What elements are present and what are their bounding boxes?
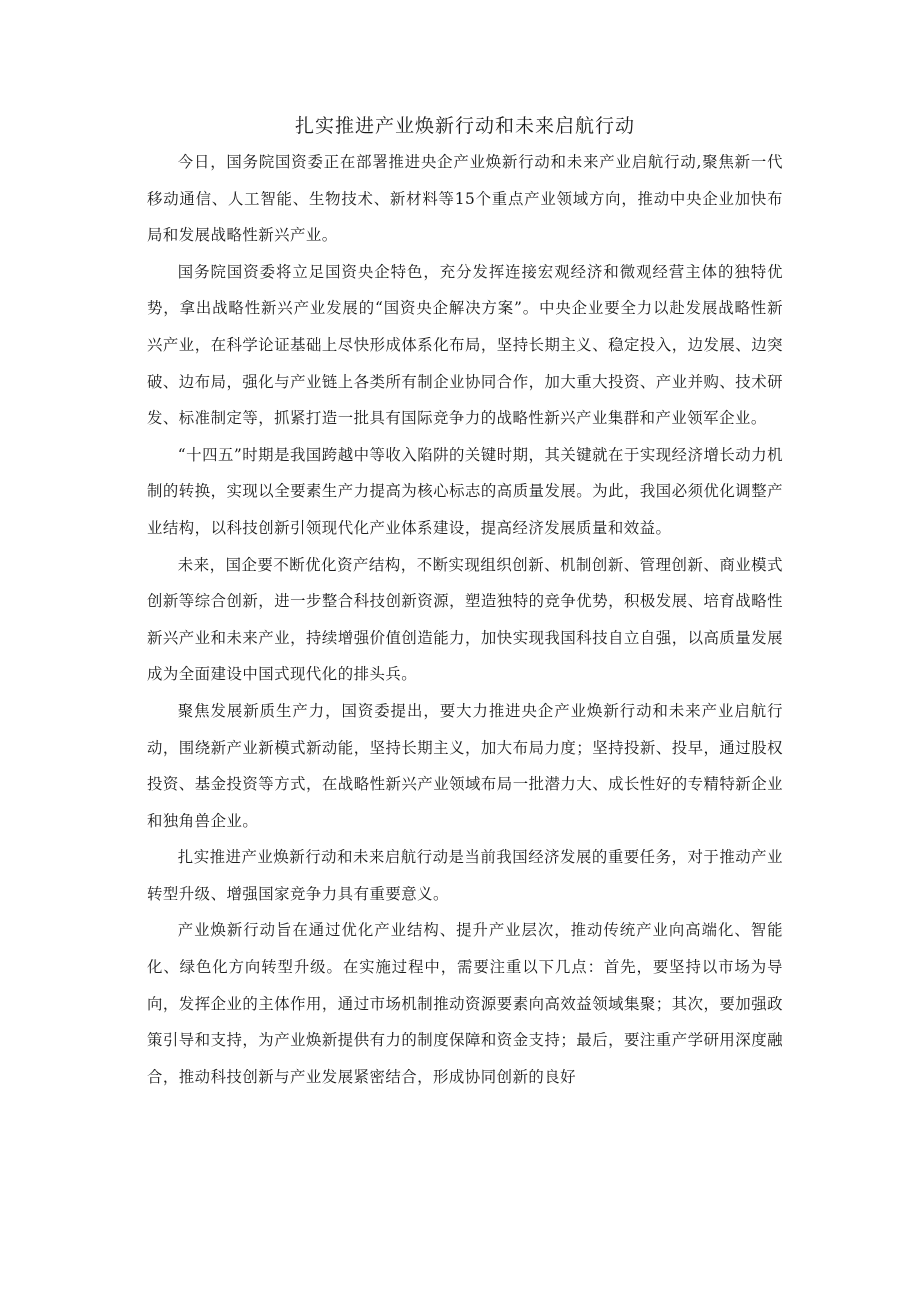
paragraph-6: 扎实推进产业焕新行动和未来启航行动是当前我国经济发展的重要任务，对于推动产业转型升级、增强国家竞争力具有重要意义。	[147, 848, 783, 903]
page-title: 扎实推进产业焕新行动和未来启航行动	[294, 115, 635, 137]
paragraph-5: 聚焦发展新质生产力，国资委提出，要大力推进央企产业焕新行动和未来产业启航行动，围绕新产业新模式新动能，坚持长期主义，加大布局力度；坚持投新、投早，通过股权投资、基金投资等方式，在战略性新兴产业领域布局一批潜力大、成长性好的专精特新企业和独角兽企业。	[147, 701, 783, 830]
paragraph-7: 产业焕新行动旨在通过优化产业结构、提升产业层次，推动传统产业向高端化、智能化、绿色化方向转型升级。在实施过程中，需要注重以下几点：首先，要坚持以市场为导向，发挥企业的主体作用，通过市场机制推动资源要素向高效益领域集聚；其次，要加强政策引导和支持，为产业焕新提供有力的制度保障和资金支持；最后，要注重产学研用深度融合，推动科技创新与产业发展紧密结合，形成协同创新的良好	[147, 921, 783, 1086]
document-page	[147, 110, 783, 1095]
paragraph-1: 今日，国务院国资委正在部署推进央企产业焕新行动和未来产业启航行动,聚焦新一代移动通信、人工智能、生物技术、新材料等15个重点产业领域方向，推动中央企业加快布局和发展战略性新兴产业。	[147, 153, 783, 245]
paragraph-4: 未来，国企要不断优化资产结构，不断实现组织创新、机制创新、管理创新、商业模式创新等综合创新，进一步整合科技创新资源，塑造独特的竞争优势，积极发展、培育战略性新兴产业和未来产业，持续增强价值创造能力，加快实现我国科技自立自强，以高质量发展成为全面建设中国式现代化的排头兵。	[147, 555, 783, 684]
paragraph-2: 国务院国资委将立足国资央企特色，充分发挥连接宏观经济和微观经营主体的独特优势，拿出战略性新兴产业发展的“国资央企解决方案”。中央企业要全力以赴发展战略性新兴产业，在科学论证基础上尽快形成体系化布局，坚持长期主义、稳定投入，边发展、边突破、边布局，强化与产业链上各类所有制企业协同合作，加大重大投资、产业并购、技术研发、标准制定等，抓紧打造一批具有国际竞争力的战略性新兴产业集群和产业领军企业。	[147, 262, 783, 428]
paragraph-3: “十四五”时期是我国跨越中等收入陷阱的关键时期，其关键就在于实现经济增长动力机制的转换，实现以全要素生产力提高为核心标志的高质量发展。为此，我国必须优化调整产业结构，以科技创新引领现代化产业体系建设，提高经济发展质量和效益。	[147, 445, 783, 537]
